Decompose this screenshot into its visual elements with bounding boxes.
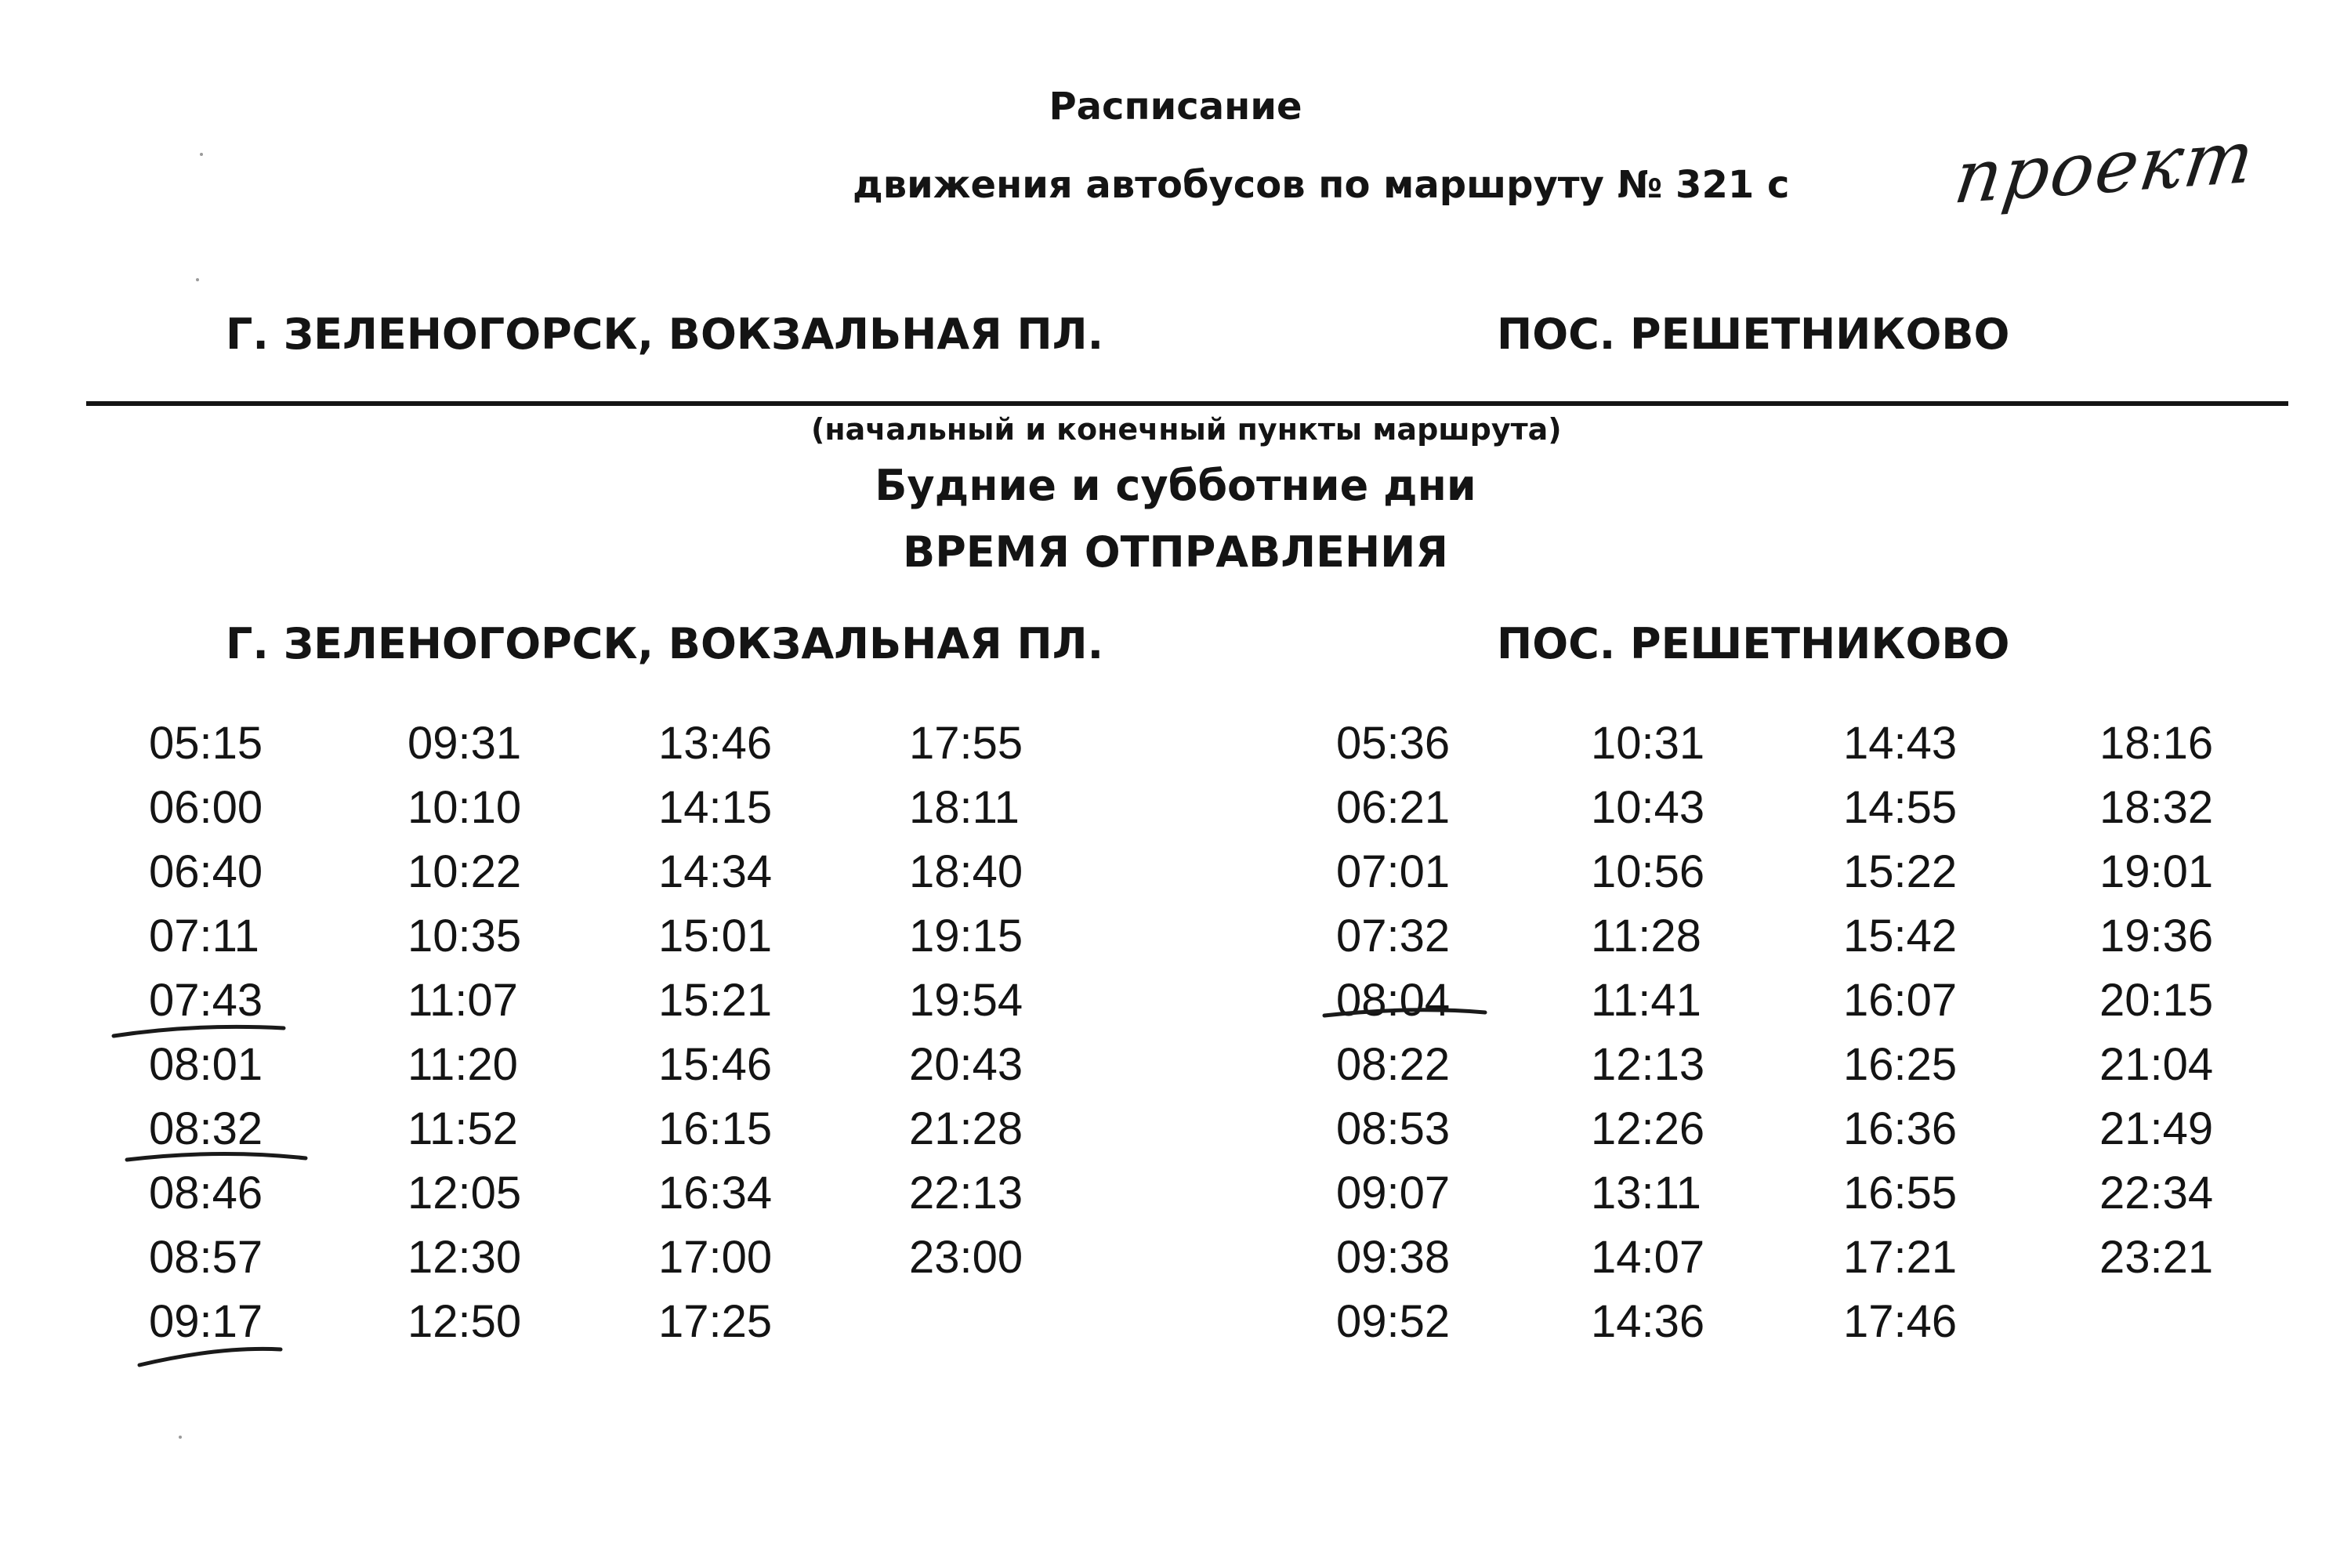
origin-departure-time: 22:13 bbox=[909, 1168, 1023, 1219]
route-divider-line bbox=[86, 401, 2288, 406]
destination-departure-time: 17:46 bbox=[1843, 1296, 1958, 1347]
destination-departure-time: 10:56 bbox=[1591, 846, 1705, 897]
origin-departure-time: 11:52 bbox=[408, 1103, 518, 1154]
origin-departure-time: 08:46 bbox=[149, 1168, 263, 1219]
handwritten-draft-mark: проект bbox=[1949, 114, 2261, 220]
origin-departure-time: 06:40 bbox=[149, 846, 263, 897]
origin-departure-time: 14:34 bbox=[658, 846, 773, 897]
destination-departure-time: 17:21 bbox=[1843, 1232, 1958, 1283]
origin-departure-time: 17:25 bbox=[658, 1296, 773, 1347]
destination-departure-time: 14:43 bbox=[1843, 718, 1958, 769]
origin-departure-time: 05:15 bbox=[149, 718, 263, 769]
origin-departure-time: 15:21 bbox=[658, 975, 773, 1026]
origin-departure-time: 17:00 bbox=[658, 1232, 773, 1283]
destination-departure-time: 14:36 bbox=[1591, 1296, 1705, 1347]
origin-departure-time: 08:32 bbox=[149, 1103, 263, 1154]
origin-departure-time: 12:50 bbox=[408, 1296, 522, 1347]
destination-departure-time: 06:21 bbox=[1336, 782, 1451, 833]
route-destination: ПОС. РЕШЕТНИКОВО bbox=[1497, 310, 2010, 359]
origin-departure-time: 19:54 bbox=[909, 975, 1023, 1026]
destination-departure-time: 08:53 bbox=[1336, 1103, 1451, 1154]
destination-departure-time: 16:55 bbox=[1843, 1168, 1958, 1219]
origin-departure-time: 15:01 bbox=[658, 911, 773, 961]
origin-departure-time: 11:07 bbox=[408, 975, 518, 1026]
destination-departure-time: 19:36 bbox=[2099, 911, 2214, 961]
origin-departure-time: 12:30 bbox=[408, 1232, 522, 1283]
destination-departure-time: 09:07 bbox=[1336, 1168, 1451, 1219]
destination-departure-time: 16:25 bbox=[1843, 1039, 1958, 1090]
destination-departure-time: 18:16 bbox=[2099, 718, 2214, 769]
document-title: Расписание bbox=[1049, 85, 1302, 129]
origin-departure-time: 21:28 bbox=[909, 1103, 1023, 1154]
origin-departure-time: 06:00 bbox=[149, 782, 263, 833]
destination-departure-time: 15:22 bbox=[1843, 846, 1958, 897]
destination-departure-time: 22:34 bbox=[2099, 1168, 2214, 1219]
destination-departure-time: 19:01 bbox=[2099, 846, 2214, 897]
destination-departure-time: 08:04 bbox=[1336, 975, 1451, 1026]
origin-departure-time: 10:22 bbox=[408, 846, 522, 897]
destination-departure-time: 10:43 bbox=[1591, 782, 1705, 833]
destination-departure-time: 14:07 bbox=[1591, 1232, 1705, 1283]
origin-departure-time: 07:11 bbox=[149, 911, 259, 961]
origin-departure-time: 10:35 bbox=[408, 911, 522, 961]
route-caption: (начальный и конечный пункты маршрута) bbox=[811, 412, 1562, 447]
origin-departure-time: 19:15 bbox=[909, 911, 1023, 961]
origin-departure-time: 10:10 bbox=[408, 782, 522, 833]
origin-departure-time: 17:55 bbox=[909, 718, 1023, 769]
origin-departure-time: 16:15 bbox=[658, 1103, 773, 1154]
departure-stop-origin: Г. ЗЕЛЕНОГОРСК, ВОКЗАЛЬНАЯ ПЛ. bbox=[226, 619, 1104, 668]
destination-departure-time: 10:31 bbox=[1591, 718, 1705, 769]
destination-departure-time: 14:55 bbox=[1843, 782, 1958, 833]
origin-departure-time: 15:46 bbox=[658, 1039, 773, 1090]
origin-departure-time: 23:00 bbox=[909, 1232, 1023, 1283]
destination-departure-time: 23:21 bbox=[2099, 1232, 2214, 1283]
scan-speck bbox=[196, 278, 199, 281]
destination-departure-time: 11:41 bbox=[1591, 975, 1701, 1026]
origin-departure-time: 07:43 bbox=[149, 975, 263, 1026]
origin-departure-time: 08:01 bbox=[149, 1039, 263, 1090]
origin-departure-time: 09:31 bbox=[408, 718, 522, 769]
destination-departure-time: 09:52 bbox=[1336, 1296, 1451, 1347]
destination-departure-time: 16:36 bbox=[1843, 1103, 1958, 1154]
origin-departure-time: 18:40 bbox=[909, 846, 1023, 897]
destination-departure-time: 21:49 bbox=[2099, 1103, 2214, 1154]
destination-departure-time: 12:13 bbox=[1591, 1039, 1705, 1090]
destination-departure-time: 15:42 bbox=[1843, 911, 1958, 961]
departure-heading: ВРЕМЯ ОТПРАВЛЕНИЯ bbox=[903, 527, 1448, 577]
origin-departure-time: 13:46 bbox=[658, 718, 773, 769]
destination-departure-time: 07:01 bbox=[1336, 846, 1451, 897]
destination-departure-time: 08:22 bbox=[1336, 1039, 1451, 1090]
destination-departure-time: 16:07 bbox=[1843, 975, 1958, 1026]
service-days: Будние и субботние дни bbox=[875, 461, 1476, 510]
origin-departure-times bbox=[149, 712, 1144, 1354]
destination-departure-time: 21:04 bbox=[2099, 1039, 2214, 1090]
destination-departure-times bbox=[1336, 712, 2335, 1354]
destination-departure-time: 13:11 bbox=[1591, 1168, 1701, 1219]
origin-departure-time: 08:57 bbox=[149, 1232, 263, 1283]
document-subtitle: движения автобусов по маршруту № 321 с bbox=[853, 163, 1790, 207]
origin-departure-time: 09:17 bbox=[149, 1296, 263, 1347]
origin-departure-time: 12:05 bbox=[408, 1168, 522, 1219]
scan-speck bbox=[179, 1436, 182, 1439]
destination-departure-time: 09:38 bbox=[1336, 1232, 1451, 1283]
departure-stop-destination: ПОС. РЕШЕТНИКОВО bbox=[1497, 619, 2010, 668]
destination-departure-time: 07:32 bbox=[1336, 911, 1451, 961]
route-origin: Г. ЗЕЛЕНОГОРСК, ВОКЗАЛЬНАЯ ПЛ. bbox=[226, 310, 1104, 359]
origin-departure-time: 18:11 bbox=[909, 782, 1020, 833]
origin-departure-time: 11:20 bbox=[408, 1039, 518, 1090]
origin-departure-time: 14:15 bbox=[658, 782, 773, 833]
destination-departure-time: 20:15 bbox=[2099, 975, 2214, 1026]
destination-departure-time: 18:32 bbox=[2099, 782, 2214, 833]
scan-speck bbox=[200, 153, 203, 156]
destination-departure-time: 11:28 bbox=[1591, 911, 1701, 961]
origin-departure-time: 16:34 bbox=[658, 1168, 773, 1219]
destination-departure-time: 12:26 bbox=[1591, 1103, 1705, 1154]
destination-departure-time: 05:36 bbox=[1336, 718, 1451, 769]
origin-departure-time: 20:43 bbox=[909, 1039, 1023, 1090]
